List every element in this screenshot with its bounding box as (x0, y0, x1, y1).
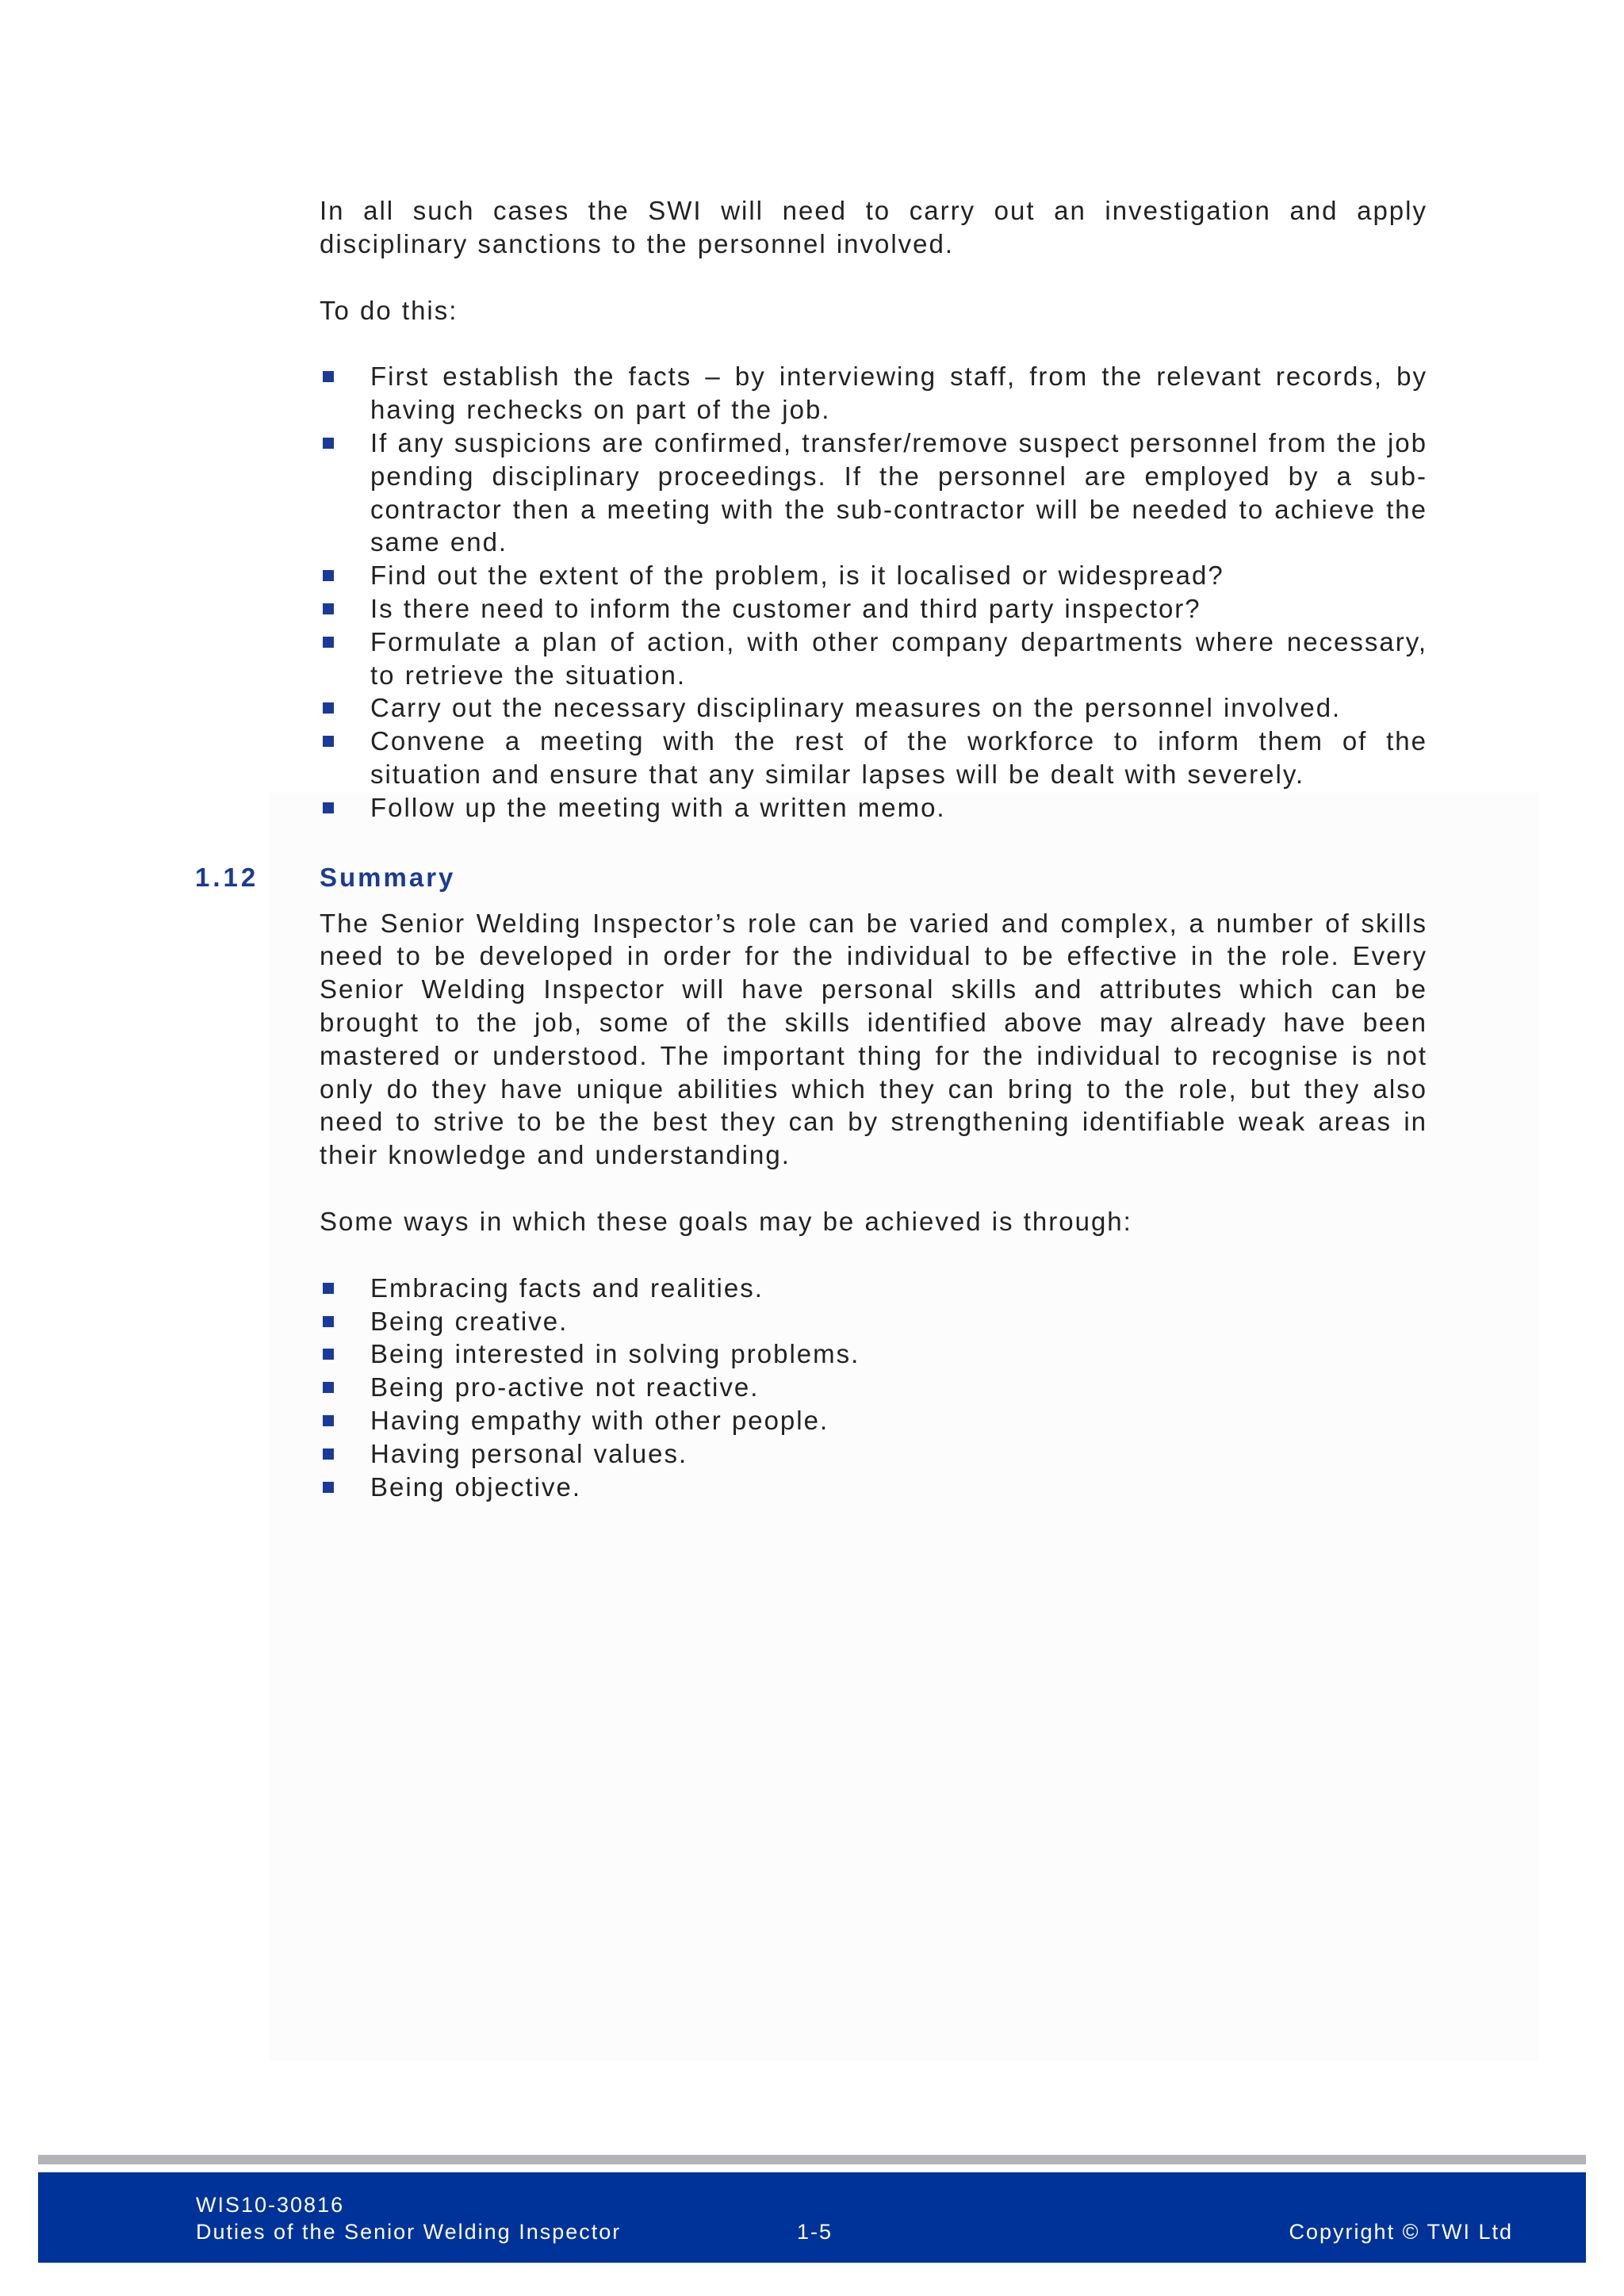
list-item (320, 1305, 1427, 1338)
square-bullet-icon (323, 1283, 334, 1294)
square-bullet-icon (323, 802, 334, 813)
ways-intro: Some ways in which these goals may be achieved is through: (320, 1206, 1132, 1236)
list-item-text: Being pro-active not reactive. (370, 1372, 760, 1402)
footer-copyright: Copyright © TWI Ltd (1289, 2220, 1513, 2244)
square-bullet-icon (323, 1316, 334, 1327)
intro-paragraph: In all such cases the SWI will need to carry out an investigation and apply disciplinary sanctions to the personnel involved. (320, 196, 1427, 258)
list-item-text: Is there need to inform the customer and third party inspector? (370, 593, 1201, 623)
list-item-text: Follow up the meeting with a written memo. (370, 792, 946, 822)
steps-list (320, 360, 1427, 824)
list-item-text: Convene a meeting with the rest of the workforce to inform them of the situation and ensure that any similar lapses will be dealt with severely. (370, 726, 1427, 789)
square-bullet-icon (323, 570, 334, 581)
list-item (320, 725, 1427, 791)
list-item-text: Carry out the necessary disciplinary measures on the personnel involved. (370, 693, 1342, 723)
list-item (320, 691, 1427, 725)
list-item (320, 592, 1427, 626)
section-title: Summary (320, 862, 456, 892)
list-item (320, 1371, 1427, 1404)
paragraph-spacer (320, 1172, 1427, 1205)
list-item-text: Having personal values. (370, 1438, 688, 1468)
section-heading (195, 858, 1427, 907)
list-item-text: Being objective. (370, 1471, 581, 1502)
list-item-text: Find out the extent of the problem, is it localised or widespread? (370, 561, 1224, 591)
square-bullet-icon (323, 1349, 334, 1360)
footer-rule (38, 2155, 1586, 2164)
square-bullet-icon (323, 603, 334, 614)
square-bullet-icon (323, 371, 334, 382)
square-bullet-icon (323, 1382, 334, 1393)
list-item (320, 1404, 1427, 1437)
list-item (320, 427, 1427, 559)
document-body (195, 194, 1427, 1503)
square-bullet-icon (323, 1482, 334, 1493)
summary-paragraph: The Senior Welding Inspector’s role can be varied and complex, a number of skills need to be developed in order for the individual to be effective in the role. Every Senior Welding Inspector will have personal skills and attributes which can be brought to the job, some of the skills identified above may already have been mastered or understood. The important thing for the individual to recognise is not only do they have unique abilities which they can bring to the role, but they also need to strive to be the best they can by strengthening identifiable weak areas in their knowledge and understanding. (320, 908, 1427, 1170)
list-item-text: First establish the facts – by interviewing staff, from the relevant records, by having rechecks on part of the job. (370, 362, 1427, 425)
paragraph-spacer (320, 327, 1427, 360)
list-item (320, 1272, 1427, 1305)
square-bullet-icon (323, 702, 334, 714)
list-item-text: Having empathy with other people. (370, 1405, 829, 1435)
footer-doc-id: WIS10-30816 (196, 2193, 345, 2217)
list-item (320, 1337, 1427, 1371)
footer-page-number: 1-5 (797, 2220, 833, 2244)
square-bullet-icon (323, 1415, 334, 1426)
square-bullet-icon (323, 736, 334, 747)
square-bullet-icon (323, 1448, 334, 1460)
list-item (320, 559, 1427, 592)
footer-doc-title: Duties of the Senior Welding Inspector (196, 2220, 622, 2244)
list-item-text: Being interested in solving problems. (370, 1339, 860, 1369)
list-item-text: Formulate a plan of action, with other company departments where necessary, to retrieve the situation. (370, 626, 1427, 690)
paragraph-spacer (320, 825, 1427, 858)
list-item (320, 791, 1427, 825)
section-number: 1.12 (195, 862, 259, 892)
list-item (320, 1437, 1427, 1471)
list-item-text: Being creative. (370, 1306, 569, 1336)
paragraph-spacer (320, 261, 1427, 294)
to-do-label: To do this: (320, 295, 458, 325)
paragraph-spacer (320, 1238, 1427, 1272)
list-item-text: Embracing facts and realities. (370, 1272, 764, 1303)
list-item (320, 626, 1427, 692)
square-bullet-icon (323, 637, 334, 648)
square-bullet-icon (323, 438, 334, 449)
list-item-text: If any suspicions are confirmed, transfer/remove suspect personnel from the job pending disciplinary proceedings. If the personnel are employed by a sub-contractor then a meeting with the sub-contractor will be needed to achieve the same end. (370, 427, 1427, 557)
list-item (320, 1471, 1427, 1504)
ways-list (320, 1272, 1427, 1504)
page-footer (38, 2172, 1586, 2263)
list-item (320, 360, 1427, 427)
